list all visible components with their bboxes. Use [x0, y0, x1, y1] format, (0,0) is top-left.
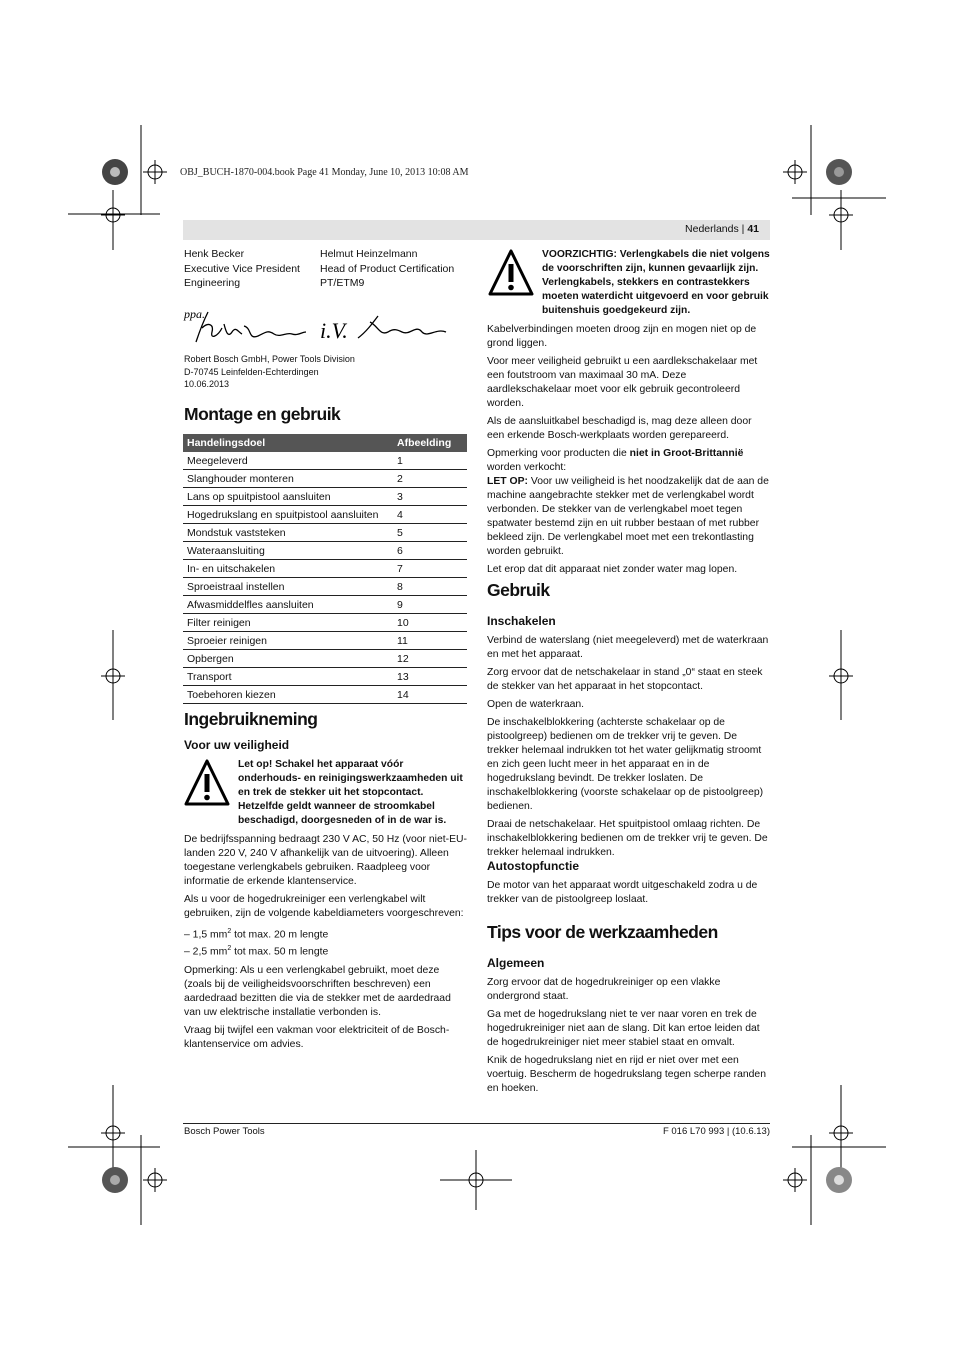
table-cell: Meegeleverd — [183, 452, 393, 470]
list-item: – 1,5 $mm^2$ tot max. 20 m lengte — [184, 928, 329, 941]
paragraph: Let erop dat dit apparaat niet zonder water mag lopen. — [487, 564, 738, 575]
paragraph: De inschakelblokkering (achterste schakelaar op de pistoolgreep) bedienen om de trekker vrij te geven. De trekker helemaal indrukken tot het water gelijkmatig stroomt en zich geen lucht meer in het apparaat en in de hogedrukslang bevindt. De trekker loslaten. De inschakelblokkering (voorste schakelaar op de pistoolgreep) bedienen. — [487, 717, 764, 812]
section-title-ingebruikneming: Ingebruikneming — [184, 709, 318, 729]
table-cell: 12 — [393, 650, 467, 668]
warning-triangle-icon — [487, 248, 535, 298]
table-cell: Transport — [183, 668, 393, 686]
paragraph: Kabelverbindingen moeten droog zijn en mogen niet op de grond liggen. — [487, 324, 757, 349]
tips-body — [487, 976, 770, 1100]
table-cell: 8 — [393, 578, 467, 596]
table-row — [183, 542, 467, 560]
table-cell: Mondstuk vaststeken — [183, 524, 393, 542]
signatory-title: Head of Product Certification — [320, 262, 455, 275]
montage-table — [183, 434, 467, 704]
paragraph: Zorg ervoor dat de netschakelaar in stand „0“ staat en steek de stekker van het apparaat in het stopcontact. — [487, 667, 763, 692]
paragraph: Zorg ervoor dat de hogedrukreiniger op een vlakke ondergrond staat. — [487, 977, 721, 1002]
address-line: D-70745 Leinfelden-Echterdingen — [184, 366, 319, 377]
paragraph: Draai de netschakelaar. Het spuitpistool omlaag richten. De inschakelblokkering bedienen om de trekker vrij te geven. De trekker helemaal indrukken. — [487, 819, 768, 858]
subsection-title: Algemeen — [487, 956, 545, 970]
table-row — [183, 506, 467, 524]
paragraph: Opmerking voor producten die niet in Groot-Brittannië worden verkocht: — [487, 448, 744, 473]
company-address — [184, 353, 355, 391]
running-header — [183, 220, 770, 240]
table-cell: Wateraansluiting — [183, 542, 393, 560]
iv-mark: i.V. — [320, 318, 348, 343]
subsection-title: Autostopfunctie — [487, 859, 579, 873]
signatory-title: Engineering — [184, 277, 241, 289]
paragraph: Verbind de waterslang (niet meegeleverd) met de waterkraan en met het apparaat. — [487, 635, 769, 660]
signatory-2 — [320, 247, 454, 291]
table-cell: 10 — [393, 614, 467, 632]
table-row — [183, 632, 467, 650]
table-cell: 11 — [393, 632, 467, 650]
table-row — [183, 470, 467, 488]
page-number: 41 — [747, 223, 759, 235]
table-cell: Lans op spuitpistool aansluiten — [183, 488, 393, 506]
paragraph: Als u voor de hogedrukreiniger een verlengkabel wilt gebruiken, zijn de volgende kabeldiameters voorgeschreven: — [184, 894, 464, 919]
table-header-afbeelding: Afbeelding — [393, 434, 467, 452]
table-cell: Toebehoren kiezen — [183, 686, 393, 704]
section-title-montage: Montage en gebruik — [184, 404, 341, 424]
paragraph: Vraag bij twijfel een vakman voor elektriciteit of de Bosch-klantenservice om advies. — [184, 1024, 450, 1050]
table-row — [183, 596, 467, 614]
table-cell: 4 — [393, 506, 467, 524]
header-language: Nederlands — [685, 223, 739, 235]
gebruik-body — [487, 634, 770, 864]
table-row — [183, 614, 467, 632]
table-cell: Slanghouder monteren — [183, 470, 393, 488]
table-cell: 7 — [393, 560, 467, 578]
address-date: 10.06.2013 — [184, 379, 230, 389]
table-header-handelingsdoel: Handelingsdoel — [183, 434, 393, 452]
signatory-title: Executive Vice President — [184, 262, 300, 275]
table-row — [183, 488, 467, 506]
safety-warning: Let op! Schakel het apparaat vóór onderhouds- en reinigingswerkzaamheden uit en trek de stekker uit het stopcontact. Hetzelfde geldt wanneer de stroomkabel beschadigd, doorgesneden of in de war is. — [238, 759, 463, 826]
table-row — [183, 650, 467, 668]
table-cell: 6 — [393, 542, 467, 560]
paragraph: Knik de hogedrukslang niet en rijd er niet over met een voertuig. Bescherm de hogedrukslang tegen scherpe randen en hoeken. — [487, 1055, 766, 1094]
paragraph: Open de waterkraan. — [487, 699, 585, 710]
table-cell: 1 — [393, 452, 467, 470]
table-cell: 13 — [393, 668, 467, 686]
table-cell: Opbergen — [183, 650, 393, 668]
paragraph: De motor van het apparaat wordt uitgeschakeld zodra u de trekker van de pistoolgreep loslaat. — [487, 880, 758, 905]
table-cell: In- en uitschakelen — [183, 560, 393, 578]
ppa-mark: ppa. — [184, 307, 205, 321]
paragraph: De bedrijfsspanning bedraagt 230 V AC, 50 Hz (voor niet-EU-landen 220 V, 240 V afhankelijk van de uitvoering). Alleen toegestane verlengkabels gebruiken. Raadpleeg voor informatie de erkende klantenservice. — [184, 834, 468, 887]
table-row — [183, 524, 467, 542]
footer-right: F 016 L70 993 | (10.6.13) — [662, 1126, 770, 1137]
header-separator: | — [741, 223, 745, 235]
table-cell: 14 — [393, 686, 467, 704]
footer-left: Bosch Power Tools — [184, 1126, 265, 1137]
paragraph: Ga met de hogedrukslang niet te ver naar voren en trek de hogedrukreiniger niet aan de slang. Dit kan ertoe leiden dat de hogedrukreiniger niet meer stabiel staat en omvalt. — [487, 1009, 760, 1048]
table-cell: Afwasmiddelfles aansluiten — [183, 596, 393, 614]
table-row — [183, 686, 467, 704]
table-cell: Sproeier reinigen — [183, 632, 393, 650]
caution-warning: VOORZICHTIG: Verlengkabels die niet volgens de voorschriften zijn, kunnen gevaarlijk zijn. Verlengkabels, stekkers en contrastekkers moeten waterdicht uitgevoerd en voor gebruik buitenshuis goedgekeurd zijn. — [542, 249, 770, 316]
right-column-body — [487, 323, 770, 581]
table-cell: Filter reinigen — [183, 614, 393, 632]
ingebruikneming-body — [184, 833, 468, 1056]
signatory-1 — [184, 247, 300, 291]
table-cell: 9 — [393, 596, 467, 614]
paragraph: Opmerking: Als u een verlengkabel gebruikt, moet deze (zoals bij de veiligheidsvoorschriften beschreven) een aardedraad bezitten die via de stekker met de aardedraad van uw elektrische installatie verbonden is. — [184, 964, 451, 1018]
table-cell: 2 — [393, 470, 467, 488]
signatory-name: Henk Becker — [184, 248, 245, 260]
subsection-title: Voor uw veiligheid — [184, 738, 290, 752]
table-row — [183, 578, 467, 596]
signatory-name: Helmut Heinzelmann — [320, 248, 418, 260]
table-cell: Hogedrukslang en spuitpistool aansluiten — [183, 506, 393, 524]
address-line: Robert Bosch GmbH, Power Tools Division — [184, 354, 355, 364]
table-cell: Sproeistraal instellen — [183, 578, 393, 596]
autostop-body — [487, 879, 770, 911]
paragraph: Voor meer veiligheid gebruikt u een aardlekschakelaar met een foutstroom van maximaal 30 mA. Deze aardlekschakelaar moet voor elk gebruik gecontroleerd worden. — [487, 356, 758, 409]
file-header: OBJ_BUCH-1870-004.book Page 41 Monday, June 10, 2013 10:08 AM — [180, 167, 469, 178]
paragraph: LET OP: Voor uw veiligheid is het noodzakelijk dat de aan de machine aangebrachte stekker met de verlengkabel wordt verbonden. De stekker van de verlengkabel moet tegen spatwater bestemd zijn en uit rubber bestaan of met rubber bekleed zijn. De verlengkabel moet met een trekontlasting worden gebruikt. — [487, 476, 769, 557]
paragraph: Als de aansluitkabel beschadigd is, mag deze alleen door een erkende Bosch-werkplaats worden gerepareerd. — [487, 416, 752, 441]
handwritten-signature — [182, 302, 452, 350]
table-row — [183, 560, 467, 578]
signatory-title: PT/ETM9 — [320, 277, 365, 289]
table-cell: 5 — [393, 524, 467, 542]
list-item: – 2,5 $mm^2$ tot max. 50 m lengte — [184, 945, 329, 958]
warning-triangle-icon — [183, 758, 231, 808]
table-row — [183, 452, 467, 470]
footer-divider — [183, 1123, 770, 1124]
table-row — [183, 668, 467, 686]
section-title-gebruik: Gebruik — [487, 580, 550, 600]
section-title-tips: Tips voor de werkzaamheden — [487, 922, 718, 942]
subsection-title: Inschakelen — [487, 614, 556, 628]
table-cell: 3 — [393, 488, 467, 506]
